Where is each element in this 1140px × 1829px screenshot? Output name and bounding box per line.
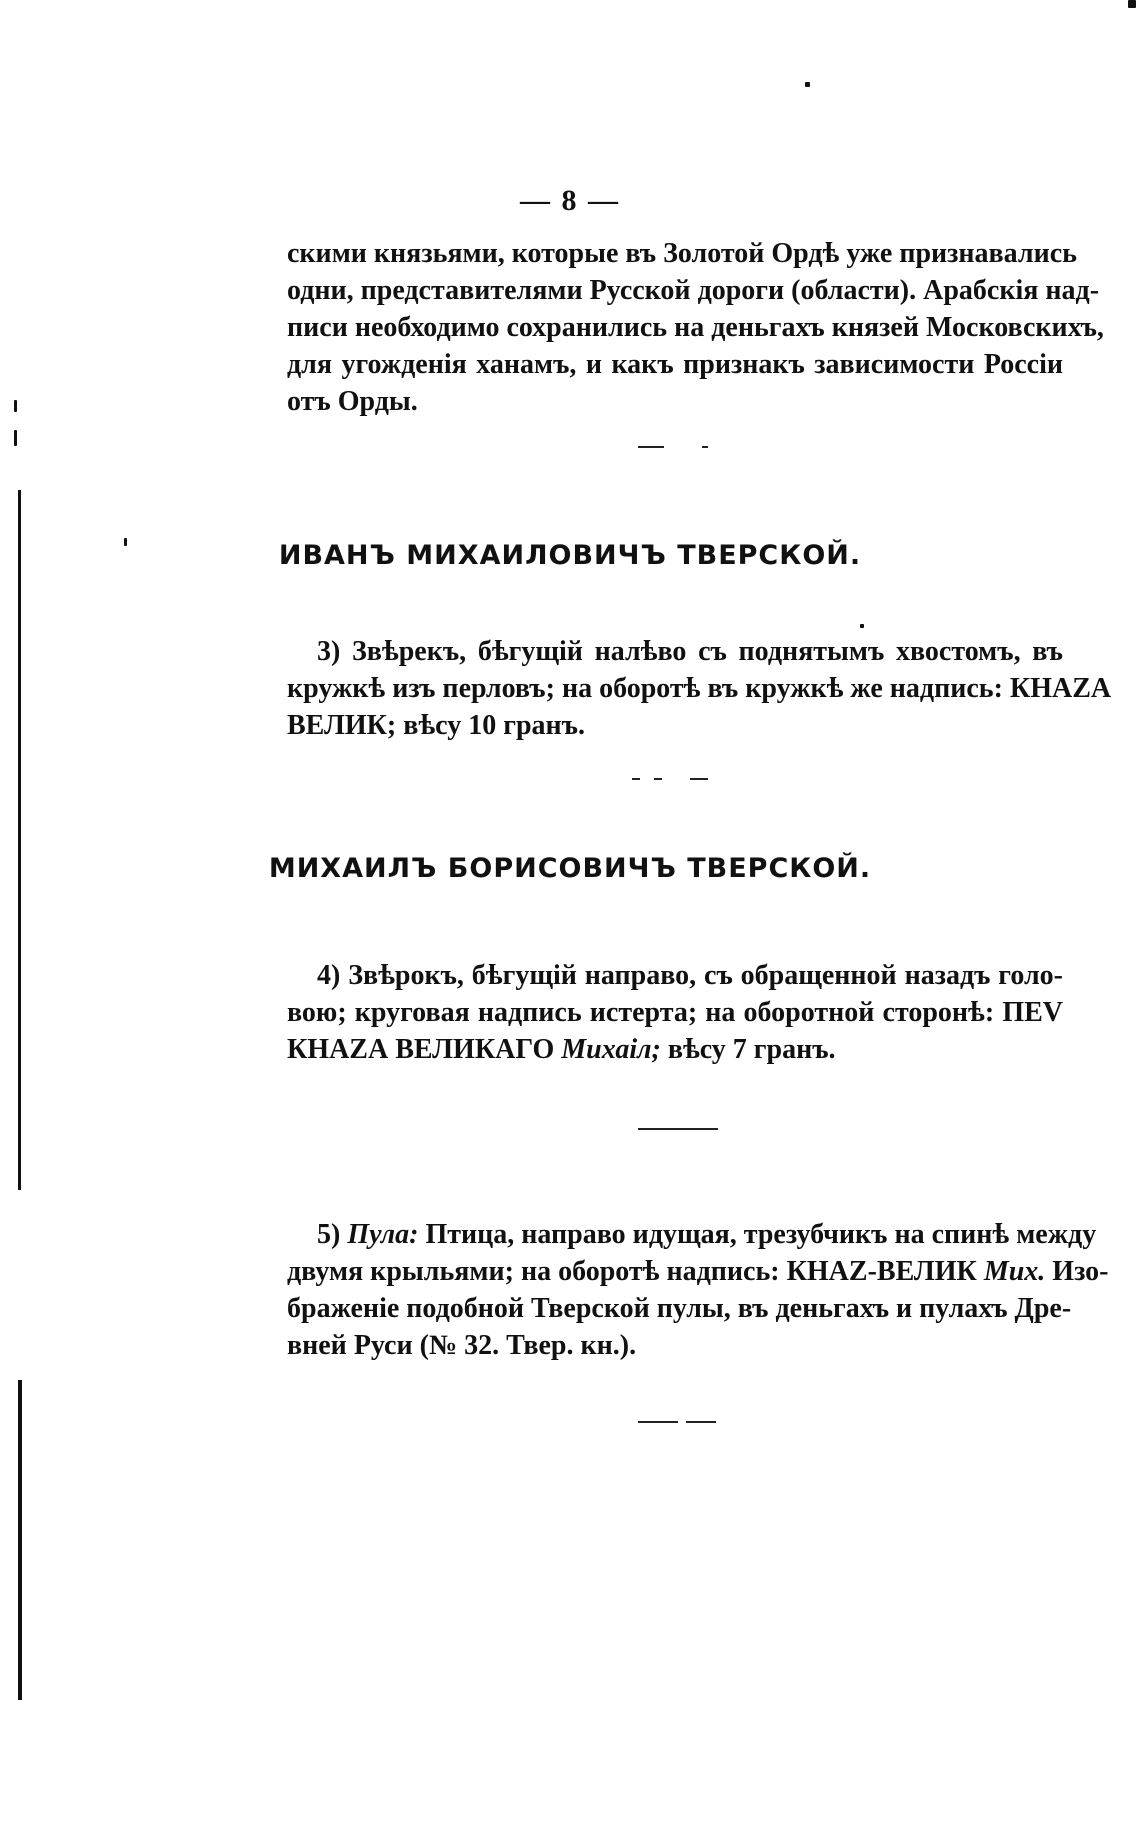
text-fragment: КНАZА ВЕЛИКАГО <box>287 1034 562 1065</box>
text-fragment: 4) Звѣрокъ, бѣгущій направо, съ обращенной назадъ голо- <box>317 960 1063 991</box>
separator-rule <box>638 446 664 448</box>
separator-rule <box>690 778 708 780</box>
text-line: браженіе подобной Тверской пулы, въ деньгахъ и пулахъ Дре- <box>287 1293 1072 1324</box>
text-line: отъ Орды. <box>287 386 418 417</box>
scan-speck <box>805 82 810 87</box>
text-fragment: вѣсу 7 гранъ. <box>660 1034 836 1065</box>
text-fragment: 5) <box>317 1219 348 1250</box>
text-line <box>287 957 1063 994</box>
separator-rule <box>638 1128 718 1130</box>
text-line: ВЕЛИК; вѣсу 10 гранъ. <box>287 710 585 741</box>
entry-paragraph <box>287 957 1063 1068</box>
text-line: вою; круговая надпись истерта; на оборотной сторонѣ: ПЕV <box>287 997 1063 1028</box>
text-fragment: двумя крыльями; на оборотѣ надпись: КНАZ-ВЕЛИК <box>287 1256 984 1287</box>
text-line: скими князьями, которые въ Золотой Ордѣ уже признавались <box>287 238 1077 269</box>
italic-fragment: Пула: <box>347 1219 419 1250</box>
scan-speck <box>14 430 17 446</box>
text-line <box>287 1031 1063 1068</box>
separator-rule <box>632 778 640 780</box>
separator-rule <box>686 1421 716 1423</box>
scan-edge-mark <box>18 490 21 1190</box>
intro-paragraph <box>287 235 1104 420</box>
page-number: — 8 — <box>520 184 620 217</box>
scan-speck <box>14 400 17 412</box>
text-fragment: Изо- <box>1045 1256 1109 1287</box>
scan-edge-mark <box>18 1380 22 1700</box>
scan-speck <box>860 624 864 628</box>
separator-rule <box>702 446 708 448</box>
text-line: одни, представителями Русской дороги (области). Арабскія над- <box>287 275 1100 306</box>
scan-speck <box>1128 0 1136 8</box>
entry-paragraph <box>287 1216 1109 1364</box>
italic-fragment: Мих. <box>983 1256 1046 1287</box>
text-line <box>287 1253 1109 1290</box>
separator-rule <box>638 1421 678 1423</box>
entry-paragraph <box>287 633 1112 744</box>
text-line: кружкѣ изъ перловъ; на оборотѣ въ кружкѣ же надпись: КНАZА <box>287 673 1112 704</box>
text-line: для угожденія ханамъ, и какъ признакъ зависимости Россіи <box>287 349 1063 380</box>
text-line: писи необходимо сохранились на деньгахъ князей Московскихъ, <box>287 312 1104 343</box>
text-fragment: Птица, направо идущая, трезубчикъ на спинѣ между <box>418 1219 1097 1250</box>
italic-fragment: Михаіл; <box>561 1034 661 1065</box>
section-heading: ИВАНЪ МИХАИЛОВИЧЪ ТВЕРСКОЙ. <box>278 540 862 571</box>
text-line <box>287 633 1063 670</box>
text-line <box>287 1216 1097 1253</box>
separator-rule <box>654 778 662 780</box>
text-fragment: 3) Звѣрекъ, бѣгущій налѣво съ поднятымъ хвостомъ, въ <box>317 636 1063 667</box>
text-line: вней Руси (№ 32. Твер. кн.). <box>287 1330 637 1361</box>
section-heading: МИХАИЛЪ БОРИСОВИЧЪ ТВЕРСКОЙ. <box>268 853 872 884</box>
